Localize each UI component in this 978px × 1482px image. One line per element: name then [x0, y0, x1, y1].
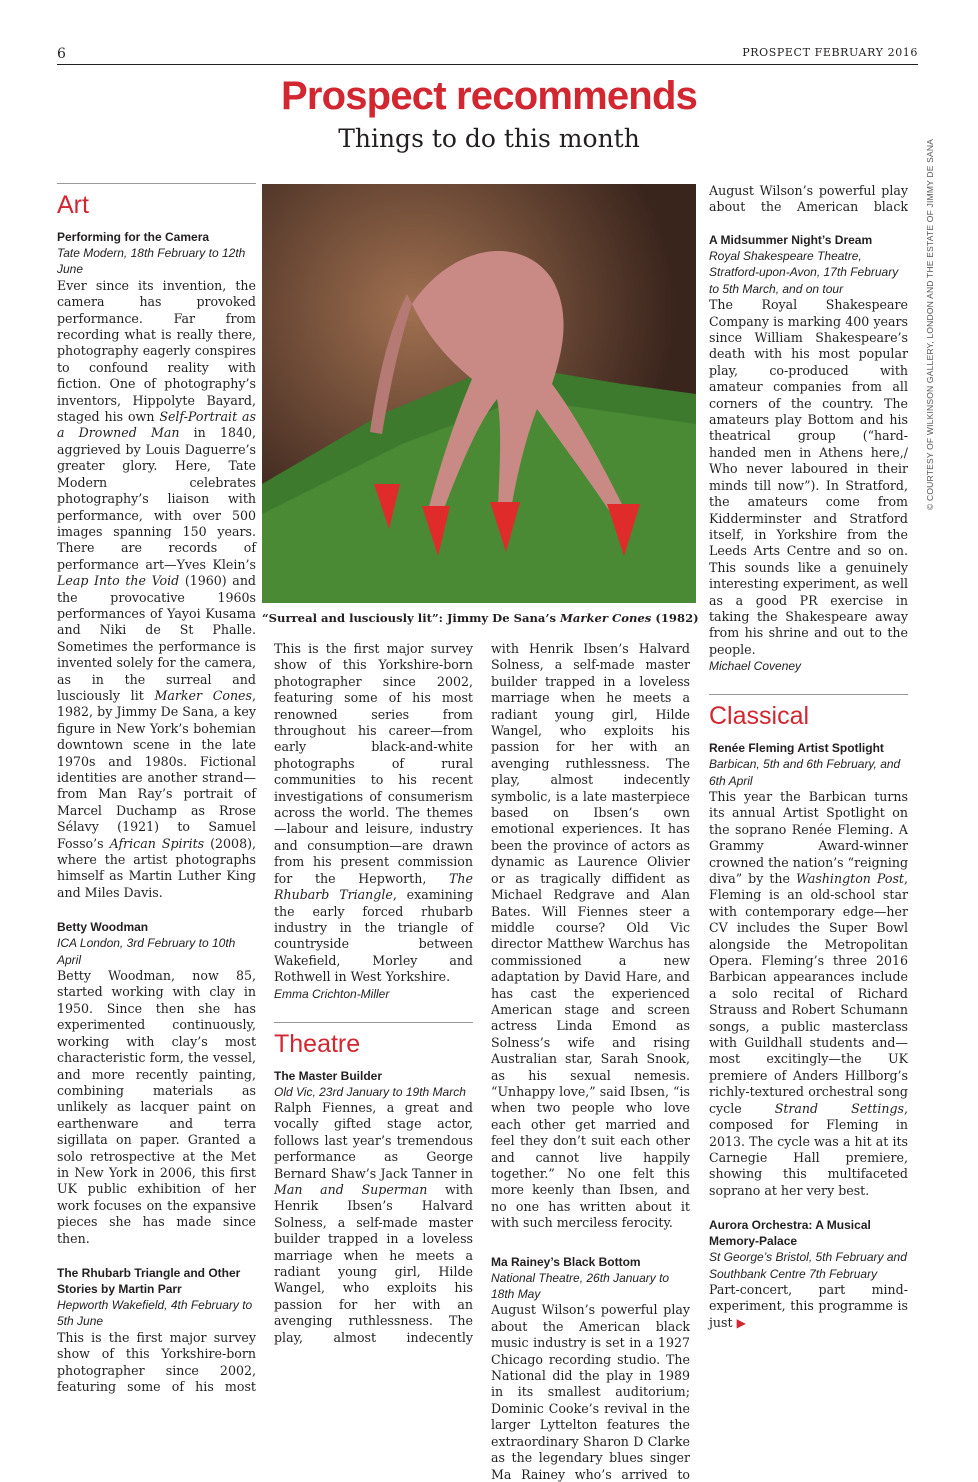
item-body-part2: This is the first major survey show of this Yorkshire-born photographer since 2002, featuring some of his most renowned series from throughout his career—from early black-and-white photographs of rural communities to his recent investigations of consumerism across the world. The themes—labour and leisure, industry and consumption—are drawn from his present commission for the Hepworth, The Rhubarb Triangle, examining the early forced rhubarb industry in the triangle of countryside between Wakefield, Morley and Rothwell in West Yorkshire. — [274, 641, 473, 985]
item-title: Aurora Orchestra: A Musical Memory-Palace — [709, 1218, 871, 1249]
item-title: Ma Rainey’s Black Bottom — [491, 1254, 641, 1269]
item-title: Performing for the Camera — [57, 230, 210, 244]
section-rule — [274, 1022, 473, 1023]
photo-illustration — [262, 184, 696, 603]
photo-credit: © COURTESY OF WILKINSON GALLERY, LONDON AND THE ESTATE OF JIMMY DE SANA — [925, 138, 935, 510]
item-body: Betty Woodman, now 85, started working with clay in 1950. Since then she has experimented continuously, working with clay’s most characteristic form, the vessel, and more recently painting, combining materials as unlikely as lacquer paint on earthenware and terra sigillata on paper. Granted a solo retrospective at the Met in New York in 2006, this first UK public exhibition of her work focuses on the expansive pieces she has made since then. — [57, 968, 256, 1246]
item-body: Ever since its invention, the camera has provoked performance. Far from recording what is really there, photography eagerly conspires to confound reality with fiction. One of photography’s inventors, Hippolyte Bayard, staged his own Self-Portrait as a Drowned Man in 1840, aggrieved by Louis Daguerre’s greater glory. Here, Tate Modern celebrates photography’s liaison with performance, with over 500 images spanning 150 years. There are records of performance art—Yves Klein’s Leap Into the Void (1960) and the provocative 1960s performances of Yayoi Kusama and Niki de St Phalle. Sometimes the performance is invented solely for the camera, as in the surreal and lusciously lit Marker Cones, 1982, by Jimmy De Sana, a key figure in New York’s bohemian downtown scene in the late 1970s and 1980s. Fictional identities are another strand—from Man Ray’s portrait of Marcel Duchamp as Rrose Sélavy (1921) to Samuel Fosso’s African Spirits (2008), where the artist photographs himself as Martin Luther King and Miles Davis. — [57, 277, 256, 900]
item-body-part1: This is the first major survey show of this Yorkshire-born photographer since 2002, featuring some of his most — [57, 1329, 256, 1394]
item-body: Part-concert, part mind-experiment, this programme is just ▶ — [709, 1281, 908, 1330]
item-venue: St George’s Bristol, 5th February and Southbank Centre 7th February — [709, 1250, 907, 1281]
column-3 — [491, 641, 690, 1482]
page-subtitle: Things to do this month — [338, 124, 640, 153]
section-rule — [709, 694, 908, 695]
section-rule — [57, 183, 256, 184]
column-4 — [709, 183, 908, 1331]
item-title: Betty Woodman — [57, 920, 149, 935]
item-body: Ralph Fiennes, a great and vocally gifted stage actor, follows last year’s tremendous performance as George Bernard Shaw’s Jack Tanner in Man and Superman with Henrik Ibsen’s Halvard Solness, a self-made master builder trapped in a loveless marriage when he meets a radiant young girl, Hilde Wangel, who exploits his passion for her with an avenging ruthlessness. The play, almost indecently — [274, 1099, 473, 1345]
item-venue: Old Vic, 23rd January to 19th March — [274, 1084, 466, 1099]
item-venue: ICA London, 3rd February to 10th April — [57, 936, 236, 967]
item-body: The Royal Shakespeare Company is marking 400 years since William Shakespeare’s death with his most popular play, co-produced with amateur companies from all corners of the country. The amateurs play Bottom and his theatrical group (“hard-handed men in Athens here,/ Who never laboured in their minds till now”). In Stratford, the amateurs come from Kidderminster and Stratford itself, in Yorkshire from the Leeds Arts Centre and so on. This sounds like a genuinely interesting experiment, as well as a good PR exercise in taking the Shakespeare away from his shrine and out to the people. — [709, 297, 908, 657]
item-venue: Royal Shakespeare Theatre, Stratford-upon-Avon, 17th February to 5th March, and on tour — [709, 249, 899, 296]
item-body: August Wilson’s powerful play about the American black music industry is set in a 1927 Chicago recording studio. The National did the play in 1989 in its smallest auditorium; Dominic Cooke’s revival in the larger Lyttelton features the extraordinary Sharon D Clarke as the legendary blues singer Ma Rainey who’s arrived to — [491, 1302, 690, 1482]
item-title: The Master Builder — [274, 1068, 383, 1083]
item-title: Renée Fleming Artist Spotlight — [709, 741, 884, 756]
item-venue: Hepworth Wakefield, 4th February to 5th June — [57, 1297, 253, 1329]
item-body: This year the Barbican turns its annual Artist Spotlight on the soprano Renée Fleming. A Grammy Award-winner crowned the nation’s “reigning diva” by the Washington Post, Fleming is an old-school star with contemporary edge—her CV includes the Super Bowl alongside the Metropolitan Opera. Fleming’s three 2016 Barbican appearances include a solo recital of Richard Strauss and Robert Schumann songs, a public masterclass with Guildhall students and—most excitingly—the UK premiere of Anders Hillborg’s richly-textured orchestral song cycle Strand Settings, composed for Fleming in 2013. The cycle was a hit at its Carnegie Hall premiere, showing this multifaceted soprano at her very best. — [709, 788, 908, 1198]
column-2 — [274, 641, 473, 1346]
section-heading-classical: Classical — [709, 702, 810, 731]
item-venue: National Theatre, 26th January to 18th May — [491, 1270, 670, 1302]
item-body-continued: August Wilson’s powerful play about the American black — [709, 183, 908, 215]
photo-marker-cones — [262, 184, 696, 603]
item-venue: Tate Modern, 18th February to 12th June — [57, 246, 246, 277]
top-rule — [57, 64, 918, 65]
author-byline: Michael Coveney — [709, 659, 802, 674]
item-title: The Rhubarb Triangle and Other Stories by Martin Parr — [57, 1265, 241, 1296]
page-number: 6 — [57, 46, 66, 62]
section-heading-theatre: Theatre — [274, 1029, 361, 1058]
item-body-continued: with Henrik Ibsen’s Halvard Solness, a self-made master builder trapped in a loveless marriage when he meets a radiant young girl, Hilde Wangel, who exploits his passion for her with an avenging ruthlessness. The play, almost indecently symbolic, is a late masterpiece based on Ibsen’s own emotional experiences. It has been the province of actors as dynamic as Laurence Olivier or as tragically diffident as Michael Redgrave and Alan Bates. Will Fiennes steer a middle course? Old Vic director Matthew Warchus has commissioned a new adaptation by David Hare, and has cast the experienced American stage and screen actress Linda Emond as Solness’s wife and rising Australian star, Sarah Snook, as his sexual nemesis. “Unhappy love,” said Ibsen, “is when two people who love each other get married and feel they don’t suit each other and cannot live happily together.” No one felt this more keenly than Ibsen, and no one has written about it with such merciless ferocity. — [491, 641, 690, 1231]
column-art — [57, 183, 256, 1395]
item-venue: Barbican, 5th and 6th February, and 6th April — [709, 757, 901, 788]
page-title: Prospect recommends — [280, 74, 698, 118]
photo-caption: “Surreal and lusciously lit”: Jimmy De Sana’s Marker Cones (1982) — [262, 611, 699, 625]
masthead: PROSPECT FEBRUARY 2016 — [742, 46, 918, 59]
triangle-right-icon: ▶ — [736, 1315, 746, 1330]
author-byline: Emma Crichton-Miller — [274, 986, 390, 1001]
section-heading-art: Art — [57, 191, 89, 219]
item-title: A Midsummer Night’s Dream — [709, 233, 873, 247]
